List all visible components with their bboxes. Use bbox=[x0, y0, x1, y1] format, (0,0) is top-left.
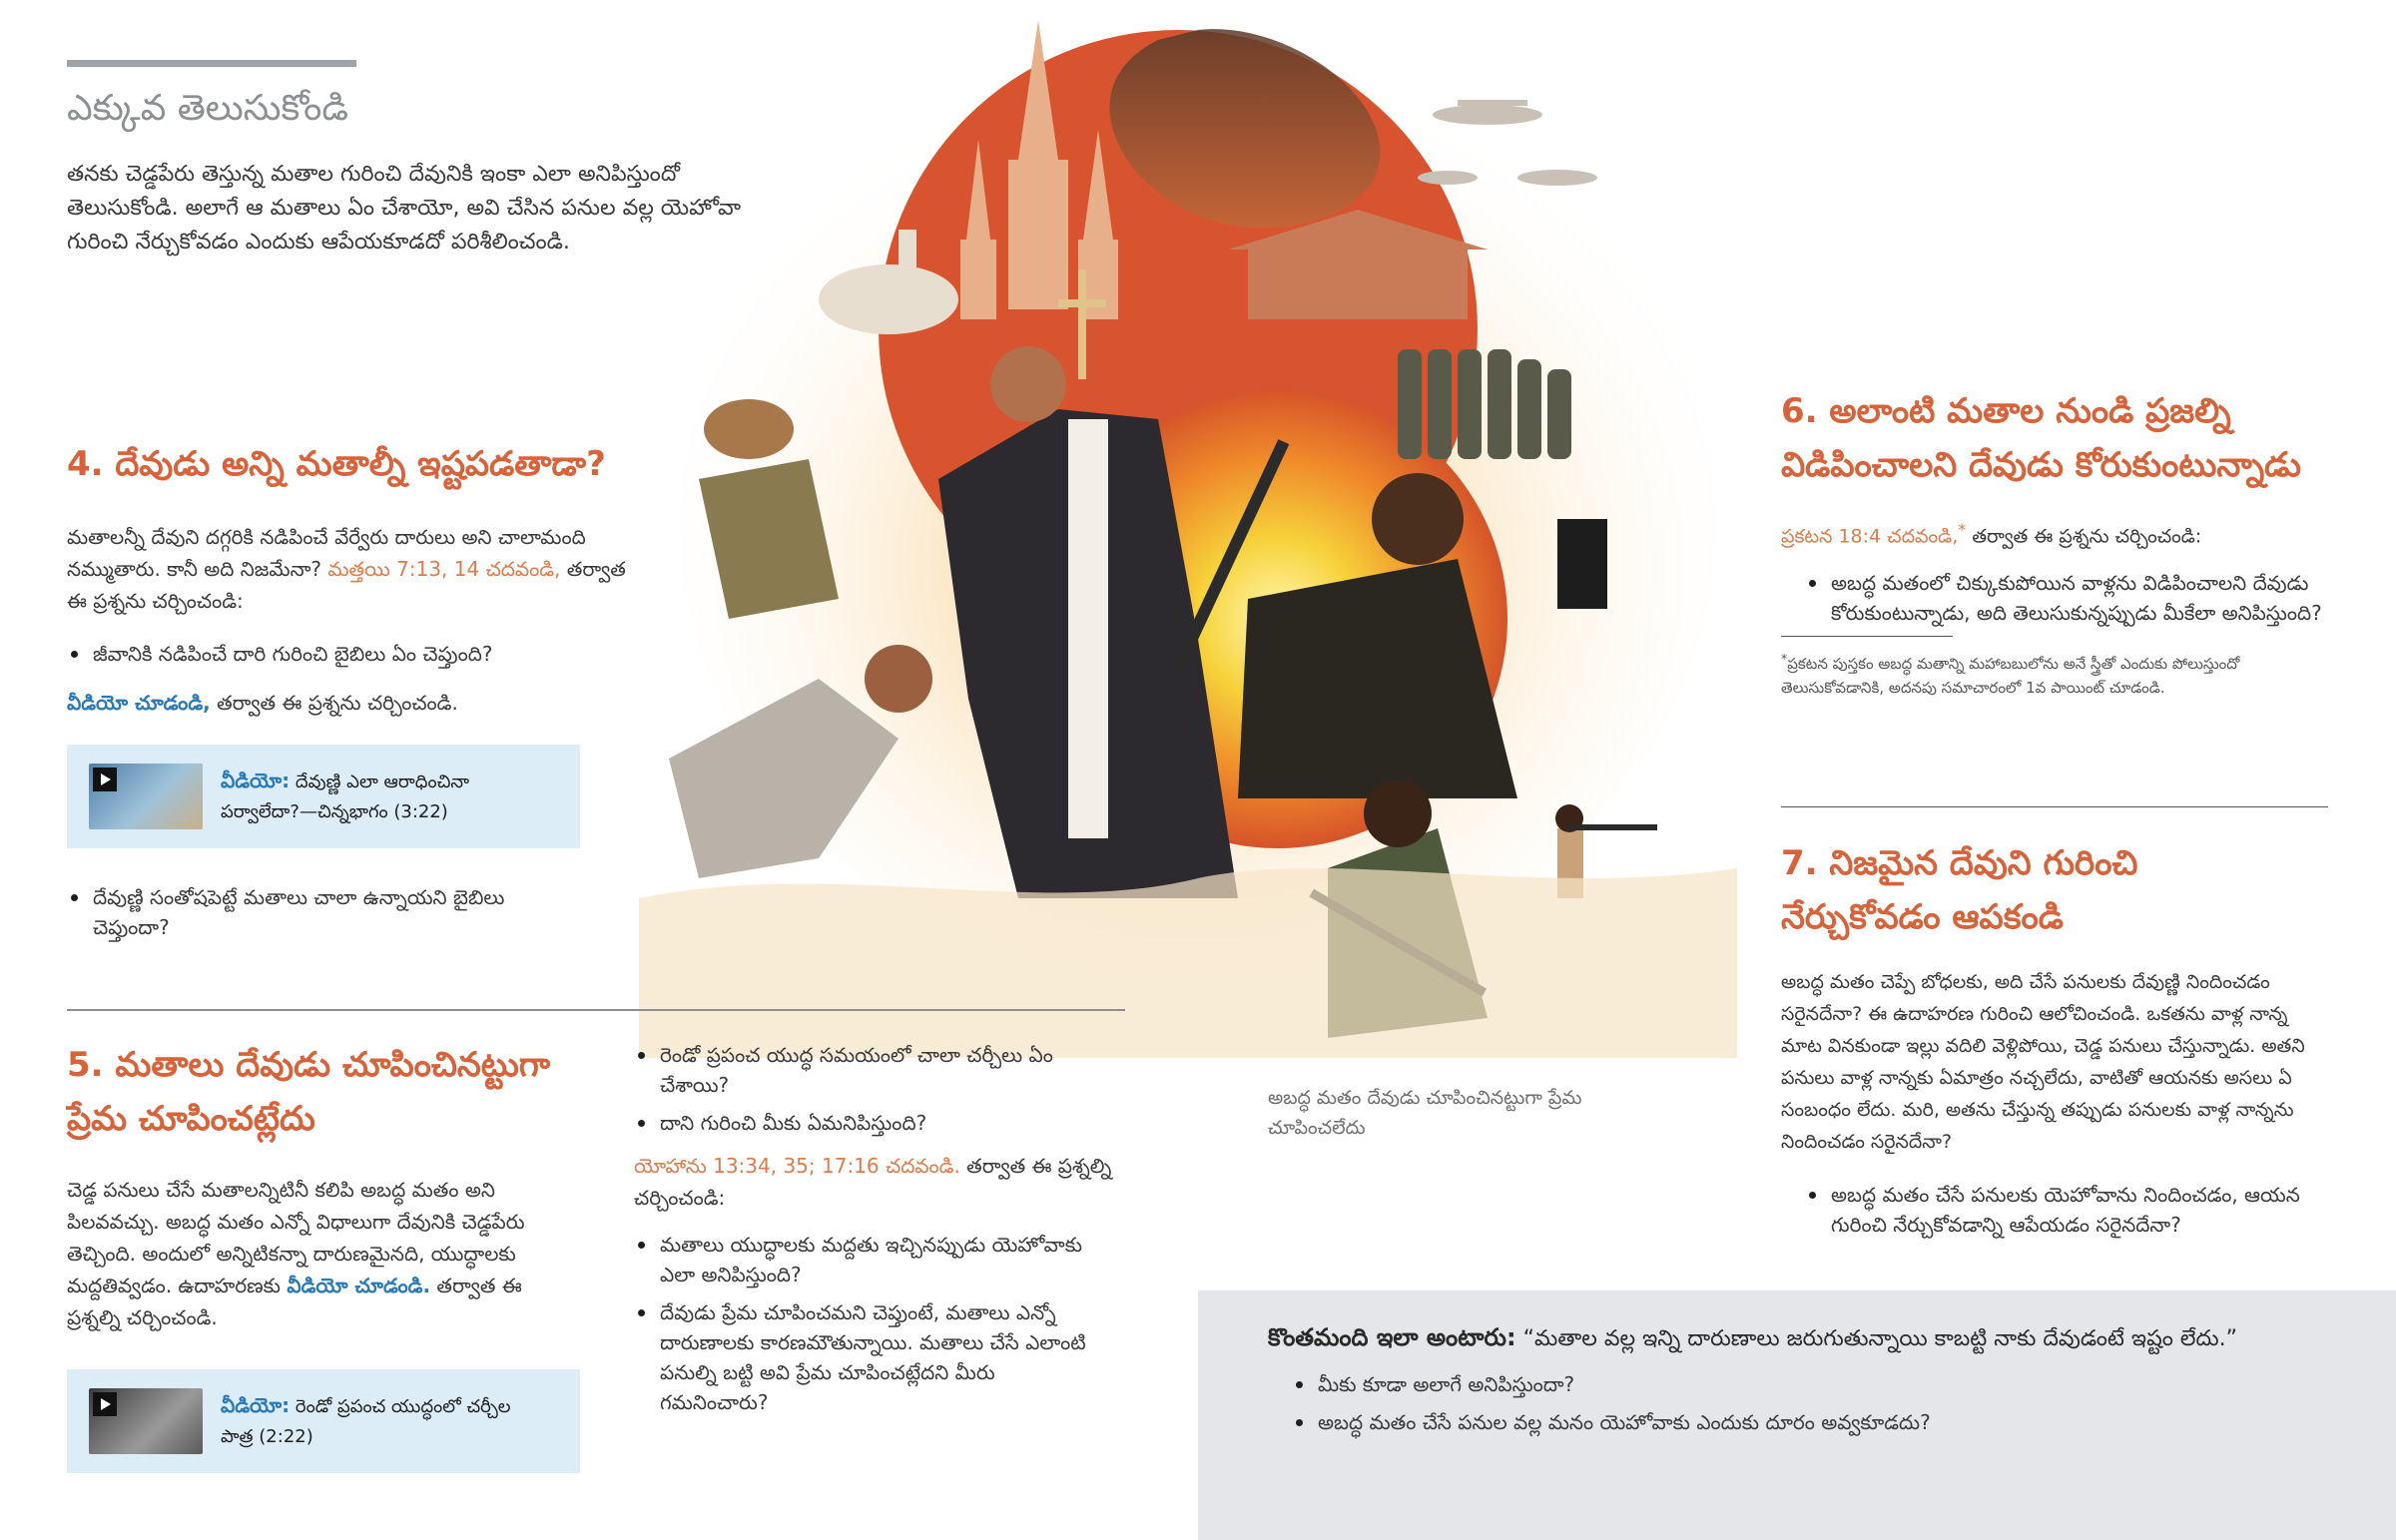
section-6-ref-line bbox=[1781, 514, 2340, 552]
section-divider bbox=[67, 1009, 1125, 1011]
scripture-link-matthew[interactable]: మత్తయి 7:13, 14 చదవండి, bbox=[327, 557, 561, 581]
section-5-questions-2 bbox=[634, 1230, 1103, 1417]
footnote-marker[interactable]: * bbox=[1958, 520, 1967, 539]
footnote-rule bbox=[1781, 636, 1953, 637]
section-divider-right bbox=[1781, 806, 2328, 807]
video-title-text: దేవుణ్ణి ఎలా ఆరాధించినా పర్వాలేదా?—చిన్నభాగం (3:22) bbox=[221, 771, 470, 822]
section-4-video-line bbox=[67, 687, 706, 719]
some-say-content bbox=[1268, 1319, 2366, 1445]
video-title bbox=[221, 766, 520, 827]
question-bullet: మతాలు యుద్ధాలకు మద్దతు ఇచ్చినప్పుడు యెహోవాకు ఎలా అనిపిస్తుంది? bbox=[634, 1230, 1103, 1289]
question-bullet: రెండో ప్రపంచ యుద్ధ సమయంలో చాలా చర్చీలు ఏం చేశాయి? bbox=[634, 1040, 1093, 1100]
question-bullet: అబద్ధ మతం చేసే పనుల వల్ల మనం యెహోవాకు ఎందుకు దూరం అవ్వకూడదు? bbox=[1292, 1407, 2366, 1437]
section-4 bbox=[67, 437, 706, 950]
some-say-quote: “మతాల వల్ల ఇన్ని దారుణాలు జరుగుతున్నాయి కాబట్టి నాకు దేవుడంటే ఇష్టం లేదు.” bbox=[1515, 1326, 2238, 1351]
video-label: వీడియో: bbox=[221, 1393, 291, 1417]
false-religion-illustration bbox=[639, 0, 1737, 1058]
section-5-heading: 5. మతాలు దేవుడు చూపించినట్టుగా ప్రేమ చూపించట్లేదు bbox=[67, 1045, 551, 1139]
question-bullet: దేవుణ్ణి సంతోషపెట్టే మతాలు చాలా ఉన్నాయని బైబిలు చెప్తుందా? bbox=[67, 882, 546, 942]
section-6-heading: 6. అలాంటి మతాల నుండి ప్రజల్ని విడిపించాలని దేవుడు కోరుకుంటున్నాడు bbox=[1781, 391, 2302, 485]
section-4-paragraph bbox=[67, 521, 636, 617]
ref-line-text: తర్వాత ఈ ప్రశ్నల్ని చర్చించండి: bbox=[634, 1154, 1112, 1210]
section-5-paragraph bbox=[67, 1174, 566, 1333]
question-bullet: దేవుడు ప్రేమ చూపించమని చెప్తుంటే, మతాలు ఎన్నో దారుణాలకు కారణమౌతున్నాయి. మతాలు చేసే ఎలాంటి పనుల్ని బట్టి అవి ప్రేమ చూపించట్లేదని మీరు గమనించారు? bbox=[634, 1297, 1103, 1417]
illustration-caption: అబద్ధ మతం దేవుడు చూపించినట్టుగా ప్రేమ చూపించలేదు bbox=[1268, 1087, 1582, 1139]
some-say-questions bbox=[1292, 1369, 2366, 1437]
section-4-heading: 4. దేవుడు అన్ని మతాల్నీ ఇష్టపడతాడా? bbox=[67, 444, 606, 484]
scripture-link-revelation[interactable]: ప్రకటన 18:4 చదవండి, bbox=[1781, 525, 1959, 548]
section-4-questions bbox=[67, 639, 706, 669]
section-6 bbox=[1781, 384, 2340, 700]
section-5-text: చెడ్డ పనులు చేసే మతాలన్నిటినీ కలిపి అబద్ధ మతం అని పిలవవచ్చు. అబద్ధ మతం ఎన్నో విధాలుగా దేవునికి చెడ్డపేరు తెచ్చింది. అందులో అన్నిటికన్నా దారుణమైనది, యుద్ధాలకు మద్దతివ్వడం. ఉదాహరణకు bbox=[67, 1178, 525, 1297]
video-title-text: రెండో ప్రపంచ యుద్ధంలో చర్చీల పాత్ర (2:22) bbox=[221, 1396, 511, 1447]
video-link[interactable]: వీడియో చూడండి, bbox=[67, 691, 211, 715]
play-icon bbox=[93, 768, 117, 791]
video-label: వీడియో: bbox=[221, 769, 291, 792]
section-7-questions bbox=[1805, 1180, 2324, 1240]
section-4-questions-2 bbox=[67, 882, 546, 942]
top-rule bbox=[67, 60, 356, 67]
section-5-ref-line bbox=[634, 1150, 1113, 1214]
video-line-text: తర్వాత ఈ ప్రశ్నను చర్చించండి. bbox=[210, 691, 458, 715]
video-link[interactable]: వీడియో చూడండి. bbox=[287, 1274, 431, 1297]
video-title bbox=[221, 1390, 520, 1452]
video-card-churches-ww2[interactable] bbox=[67, 1369, 580, 1473]
section-7-heading: 7. నిజమైన దేవుని గురించి నేర్చుకోవడం ఆపకండి bbox=[1781, 843, 2138, 937]
footnote bbox=[1781, 647, 2340, 700]
some-say-line bbox=[1268, 1319, 2366, 1357]
section-7 bbox=[1781, 836, 2330, 1248]
question-bullet: అబద్ధ మతం చేసే పనులకు యెహోవాను నిందించడం, ఆయన గురించి నేర్చుకోవడాన్ని ఆపేయడం సరైనదేనా? bbox=[1805, 1180, 2324, 1240]
footnote-text: ప్రకటన పుస్తకం అబద్ధ మతాన్ని మహాబబులోను అనే స్త్రీతో ఎందుకు పోలుస్తుందో తెలుసుకోవడానికి, అదనపు సమాచారంలో 1వ పాయింట్ చూడండి. bbox=[1781, 655, 2240, 698]
section-5-text-b: తర్వాత ఈ ప్రశ్నల్ని చర్చించండి. bbox=[67, 1274, 522, 1329]
section-6-questions bbox=[1805, 568, 2324, 628]
section-7-paragraph: అబద్ధ మతం చెప్పే బోధలకు, అది చేసే పనులకు దేవుణ్ణి నిందించడం సరైనదేనా? ఈ ఉదాహరణ గురించి ఆలోచించండి. ఒకతను వాళ్ల నాన్న మాట వినకుండా ఇల్లు వదిలి వెళ్లిపోయి, చెడ్డ పనులు చేస్తున్నాడు. అతని పనులు వాళ్ల నాన్నకు ఏమాత్రం నచ్చలేదు, వాటితో ఆయనకు అసలు ఏ సంబంధం లేదు. మరి, అతను చేస్తున్న తప్పుడు పనులకు వాళ్ల నాన్నను నిందించడం సరైనదేనా? bbox=[1781, 971, 2305, 1153]
some-say-label: కొంతమంది ఇలా అంటారు: bbox=[1268, 1323, 1516, 1351]
learn-more-title: ఎక్కువ తెలుసుకోండి bbox=[67, 88, 349, 129]
section-4-text-b: తర్వాత ఈ ప్రశ్నను చర్చించండి: bbox=[67, 557, 626, 613]
video-thumbnail bbox=[89, 1388, 203, 1454]
question-bullet: అబద్ధ మతంలో చిక్కుకుపోయిన వాళ్లను విడిపించాలని దేవుడు కోరుకుంటున్నాడు, అది తెలుసుకున్నప్పుడు మీకేలా అనిపిస్తుంది? bbox=[1805, 568, 2324, 628]
question-bullet: మీకు కూడా అలాగే అనిపిస్తుందా? bbox=[1292, 1369, 2366, 1399]
ref-line-text: తర్వాత ఈ ప్రశ్నను చర్చించండి: bbox=[1966, 525, 2202, 548]
section-4-text: మతాలన్నీ దేవుని దగ్గరికి నడిపించే వేర్వేరు దారులు అని చాలామంది నమ్ముతారు. కానీ అది నిజమేనా? bbox=[67, 525, 586, 581]
grass-field bbox=[639, 868, 1737, 1058]
video-card-worship[interactable] bbox=[67, 745, 580, 848]
footnote-star: * bbox=[1781, 651, 1788, 667]
learn-more-intro: తనకు చెడ్డపేరు తెస్తున్న మతాల గురించి దేవునికి ఇంకా ఎలా అనిపిస్తుందో తెలుసుకోండి. అలాగే ఆ మతాలు ఏం చేశాయో, అవి చేసిన పనుల వల్ల యెహోవా గురించి నేర్చుకోవడం ఎందుకు ఆపేయకూడదో పరిశీలించండి. bbox=[67, 162, 742, 255]
section-5 bbox=[67, 1038, 606, 1473]
question-bullet: దాని గురించి మీకు ఏమనిపిస్తుంది? bbox=[634, 1108, 1093, 1138]
scripture-link-john[interactable]: యోహాను 13:34, 35; 17:16 చదవండి. bbox=[634, 1154, 960, 1178]
play-icon bbox=[93, 1392, 117, 1416]
question-bullet: జీవానికి నడిపించే దారి గురించి బైబిలు ఏం చెప్తుంది? bbox=[67, 639, 706, 669]
section-5-col2 bbox=[634, 1040, 1113, 1425]
section-5-questions bbox=[634, 1040, 1093, 1138]
video-thumbnail bbox=[89, 764, 203, 829]
